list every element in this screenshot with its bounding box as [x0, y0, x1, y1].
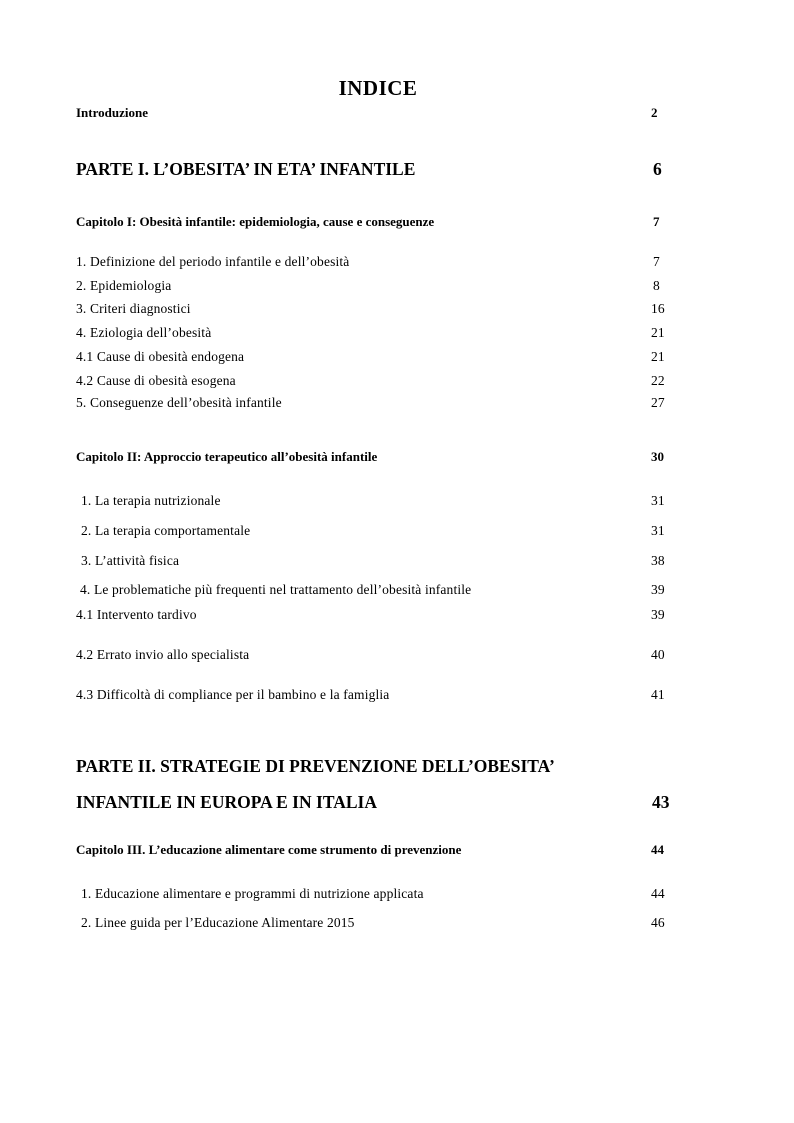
toc-entry-page: 6	[653, 159, 662, 179]
toc-entry	[76, 373, 676, 393]
toc-entry-label: 4.1 Intervento tardivo	[76, 607, 197, 622]
toc-entry	[76, 687, 676, 707]
toc-entry	[76, 254, 676, 274]
toc-entry-label: 4.1 Cause di obesità endogena	[76, 349, 245, 364]
toc-entry-page: 38	[651, 553, 665, 568]
toc-entry-label: INFANTILE IN EUROPA E IN ITALIA	[76, 792, 377, 812]
toc-entry-label: 2. Epidemiologia	[76, 278, 172, 293]
toc-entry-page: 31	[651, 493, 665, 508]
page-title: INDICE	[338, 76, 418, 100]
toc-entry-page: 27	[651, 395, 665, 410]
toc-entry-label: 3. Criteri diagnostici	[76, 301, 191, 316]
toc-entry-page: 31	[651, 523, 665, 538]
toc-entry-label: 1. Educazione alimentare e programmi di nutrizione applicata	[81, 886, 424, 901]
toc-chapter-heading	[76, 214, 676, 234]
toc-entry-label: PARTE I. L’OBESITA’ IN ETA’ INFANTILE	[76, 159, 416, 179]
toc-entry	[76, 553, 676, 573]
toc-entry-page: 21	[651, 349, 665, 364]
toc-part-heading-continued	[76, 792, 676, 812]
toc-entry-label: 4.2 Errato invio allo specialista	[76, 647, 250, 662]
toc-entry	[76, 915, 676, 935]
toc-entry-page: 7	[653, 254, 660, 269]
toc-entry-page: 16	[651, 301, 665, 316]
toc-entry	[76, 349, 676, 369]
toc-entry-page: 21	[651, 325, 665, 340]
toc-entry-label: 5. Conseguenze dell’obesità infantile	[76, 395, 282, 410]
toc-entry	[76, 325, 676, 345]
toc-entry-page: 44	[651, 842, 664, 857]
toc-chapter-heading	[76, 449, 676, 469]
toc-entry-label: 4. Eziologia dell’obesità	[76, 325, 212, 340]
toc-entry-label: Capitolo I: Obesità infantile: epidemiologia, cause e conseguenze	[76, 214, 435, 229]
toc-entry-label: Introduzione	[76, 105, 148, 120]
toc-entry-page: 40	[651, 647, 665, 662]
toc-entry-page: 39	[651, 607, 665, 622]
toc-entry-label: 1. La terapia nutrizionale	[81, 493, 221, 508]
toc-entry-page: 41	[651, 687, 665, 702]
toc-entry	[76, 647, 676, 667]
toc-entry-page: 44	[651, 886, 665, 901]
toc-entry	[76, 395, 676, 415]
toc-entry-label: 4. Le problematiche più frequenti nel trattamento dell’obesità infantile	[80, 582, 472, 597]
toc-entry-page: 2	[651, 105, 658, 120]
toc-entry-page: 7	[653, 214, 660, 229]
toc-entry-label: Capitolo III. L’educazione alimentare come strumento di prevenzione	[76, 842, 462, 857]
toc-entry-label: 4.2 Cause di obesità esogena	[76, 373, 236, 388]
toc-entry	[76, 278, 676, 298]
toc-entry-introduzione	[76, 105, 676, 125]
toc-entry-page: 43	[652, 792, 670, 812]
toc-entry-page: 8	[653, 278, 660, 293]
toc-part-heading	[76, 159, 676, 179]
toc-entry-label: PARTE II. STRATEGIE DI PREVENZIONE DELL’OBESITA’	[76, 756, 555, 776]
toc-entry-page: 30	[651, 449, 664, 464]
toc-entry-label: Capitolo II: Approccio terapeutico all’obesità infantile	[76, 449, 378, 464]
toc-entry	[76, 493, 676, 513]
toc-entry	[76, 523, 676, 543]
toc-entry-page: 22	[651, 373, 665, 388]
toc-part-heading	[76, 756, 676, 776]
toc-entry	[76, 886, 676, 906]
toc-chapter-heading	[76, 842, 676, 862]
toc-entry	[76, 582, 676, 602]
toc-entry	[76, 301, 676, 321]
toc-entry-page: 39	[651, 582, 665, 597]
toc-entry-label: 4.3 Difficoltà di compliance per il bambino e la famiglia	[76, 687, 390, 702]
toc-entry-label: 2. Linee guida per l’Educazione Alimentare 2015	[81, 915, 355, 930]
toc-entry-label: 3. L’attività fisica	[81, 553, 180, 568]
toc-entry-label: 1. Definizione del periodo infantile e dell’obesità	[76, 254, 350, 269]
toc-entry-page: 46	[651, 915, 665, 930]
toc-entry-label: 2. La terapia comportamentale	[81, 523, 251, 538]
toc-entry	[76, 607, 676, 627]
